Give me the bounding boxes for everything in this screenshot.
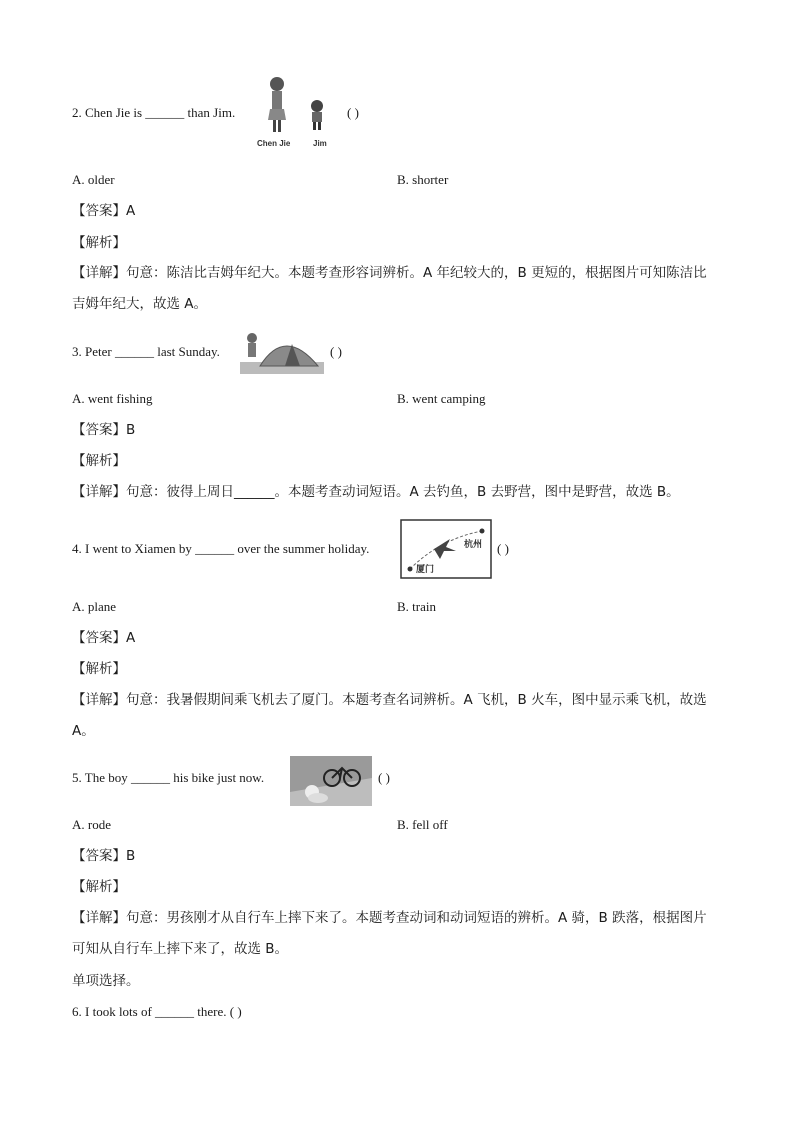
q2-picture (255, 72, 335, 150)
q5-picture (290, 756, 372, 806)
q6-stem (72, 1003, 242, 1021)
q4-option-b: B. train (397, 599, 436, 614)
q2-img-label-2: Jim (313, 139, 327, 148)
q4-paren: ( ) (497, 541, 509, 556)
q5-paren: ( ) (378, 770, 390, 785)
q4-detail: 【详解】句意：我暑假期间乘飞机去了厦门。本题考查名词辨析。A 飞机，B 火车，图中显示乘飞机，故选 A。 (72, 692, 707, 739)
section-title: 单项选择。 (72, 973, 140, 989)
q3-stem: 3. Peter ______ last Sunday. (72, 344, 220, 359)
q5-option-a: A. rode (72, 817, 111, 832)
q5-answer: 【答案】B (72, 848, 136, 864)
q3-option-a: A. went fishing (72, 391, 153, 406)
q3-paren: ( ) (330, 344, 342, 359)
q2-analysis: 【解析】 (72, 235, 126, 251)
q3-detail: 【详解】句意：彼得上周日______。本题考查动词短语。A 去钓鱼，B 去野营，图中是野营，故选 B。 (72, 484, 680, 500)
q5-stem: 5. The boy ______ his bike just now. (72, 770, 265, 785)
q3-option-b: B. went camping (397, 391, 486, 406)
q4-answer: 【答案】A (72, 630, 136, 646)
q4-img-label-1: 杭州 (464, 540, 483, 550)
q3-answer: 【答案】B (72, 422, 136, 438)
q2-stem: 2. Chen Jie is ______ than Jim. (72, 105, 236, 120)
q2-img-label-1: Chen Jie (257, 139, 291, 148)
q4-analysis: 【解析】 (72, 661, 126, 677)
q2-option-b: B. shorter (397, 172, 449, 187)
q4-picture (400, 519, 492, 579)
q5-option-b: B. fell off (397, 817, 448, 832)
q3-analysis: 【解析】 (72, 453, 126, 469)
q2-answer: 【答案】A (72, 203, 136, 219)
q4-option-a: A. plane (72, 599, 117, 614)
q5-detail: 【详解】句意：男孩刚才从自行车上摔下来了。本题考查动词和动词短语的辨析。A 骑，B 跌落，根据图片可知从自行车上摔下来了，故选 B。 (72, 910, 707, 957)
q2-detail: 【详解】句意：陈洁比吉姆年纪大。本题考查形容词辨析。A 年纪较大的，B 更短的，根据图片可知陈洁比吉姆年纪大，故选 A。 (72, 265, 707, 312)
q6-stem-text: 6. I took lots of ______ there. (72, 1004, 227, 1019)
q2-paren: ( ) (347, 105, 359, 120)
q3-picture (240, 326, 324, 374)
q4-stem: 4. I went to Xiamen by ______ over the summer holiday. (72, 541, 370, 556)
q6-paren: ( ) (229, 1004, 242, 1019)
q5-analysis: 【解析】 (72, 879, 126, 895)
q2-option-a: A. older (72, 172, 115, 187)
q4-img-label-2: 厦门 (416, 565, 435, 575)
